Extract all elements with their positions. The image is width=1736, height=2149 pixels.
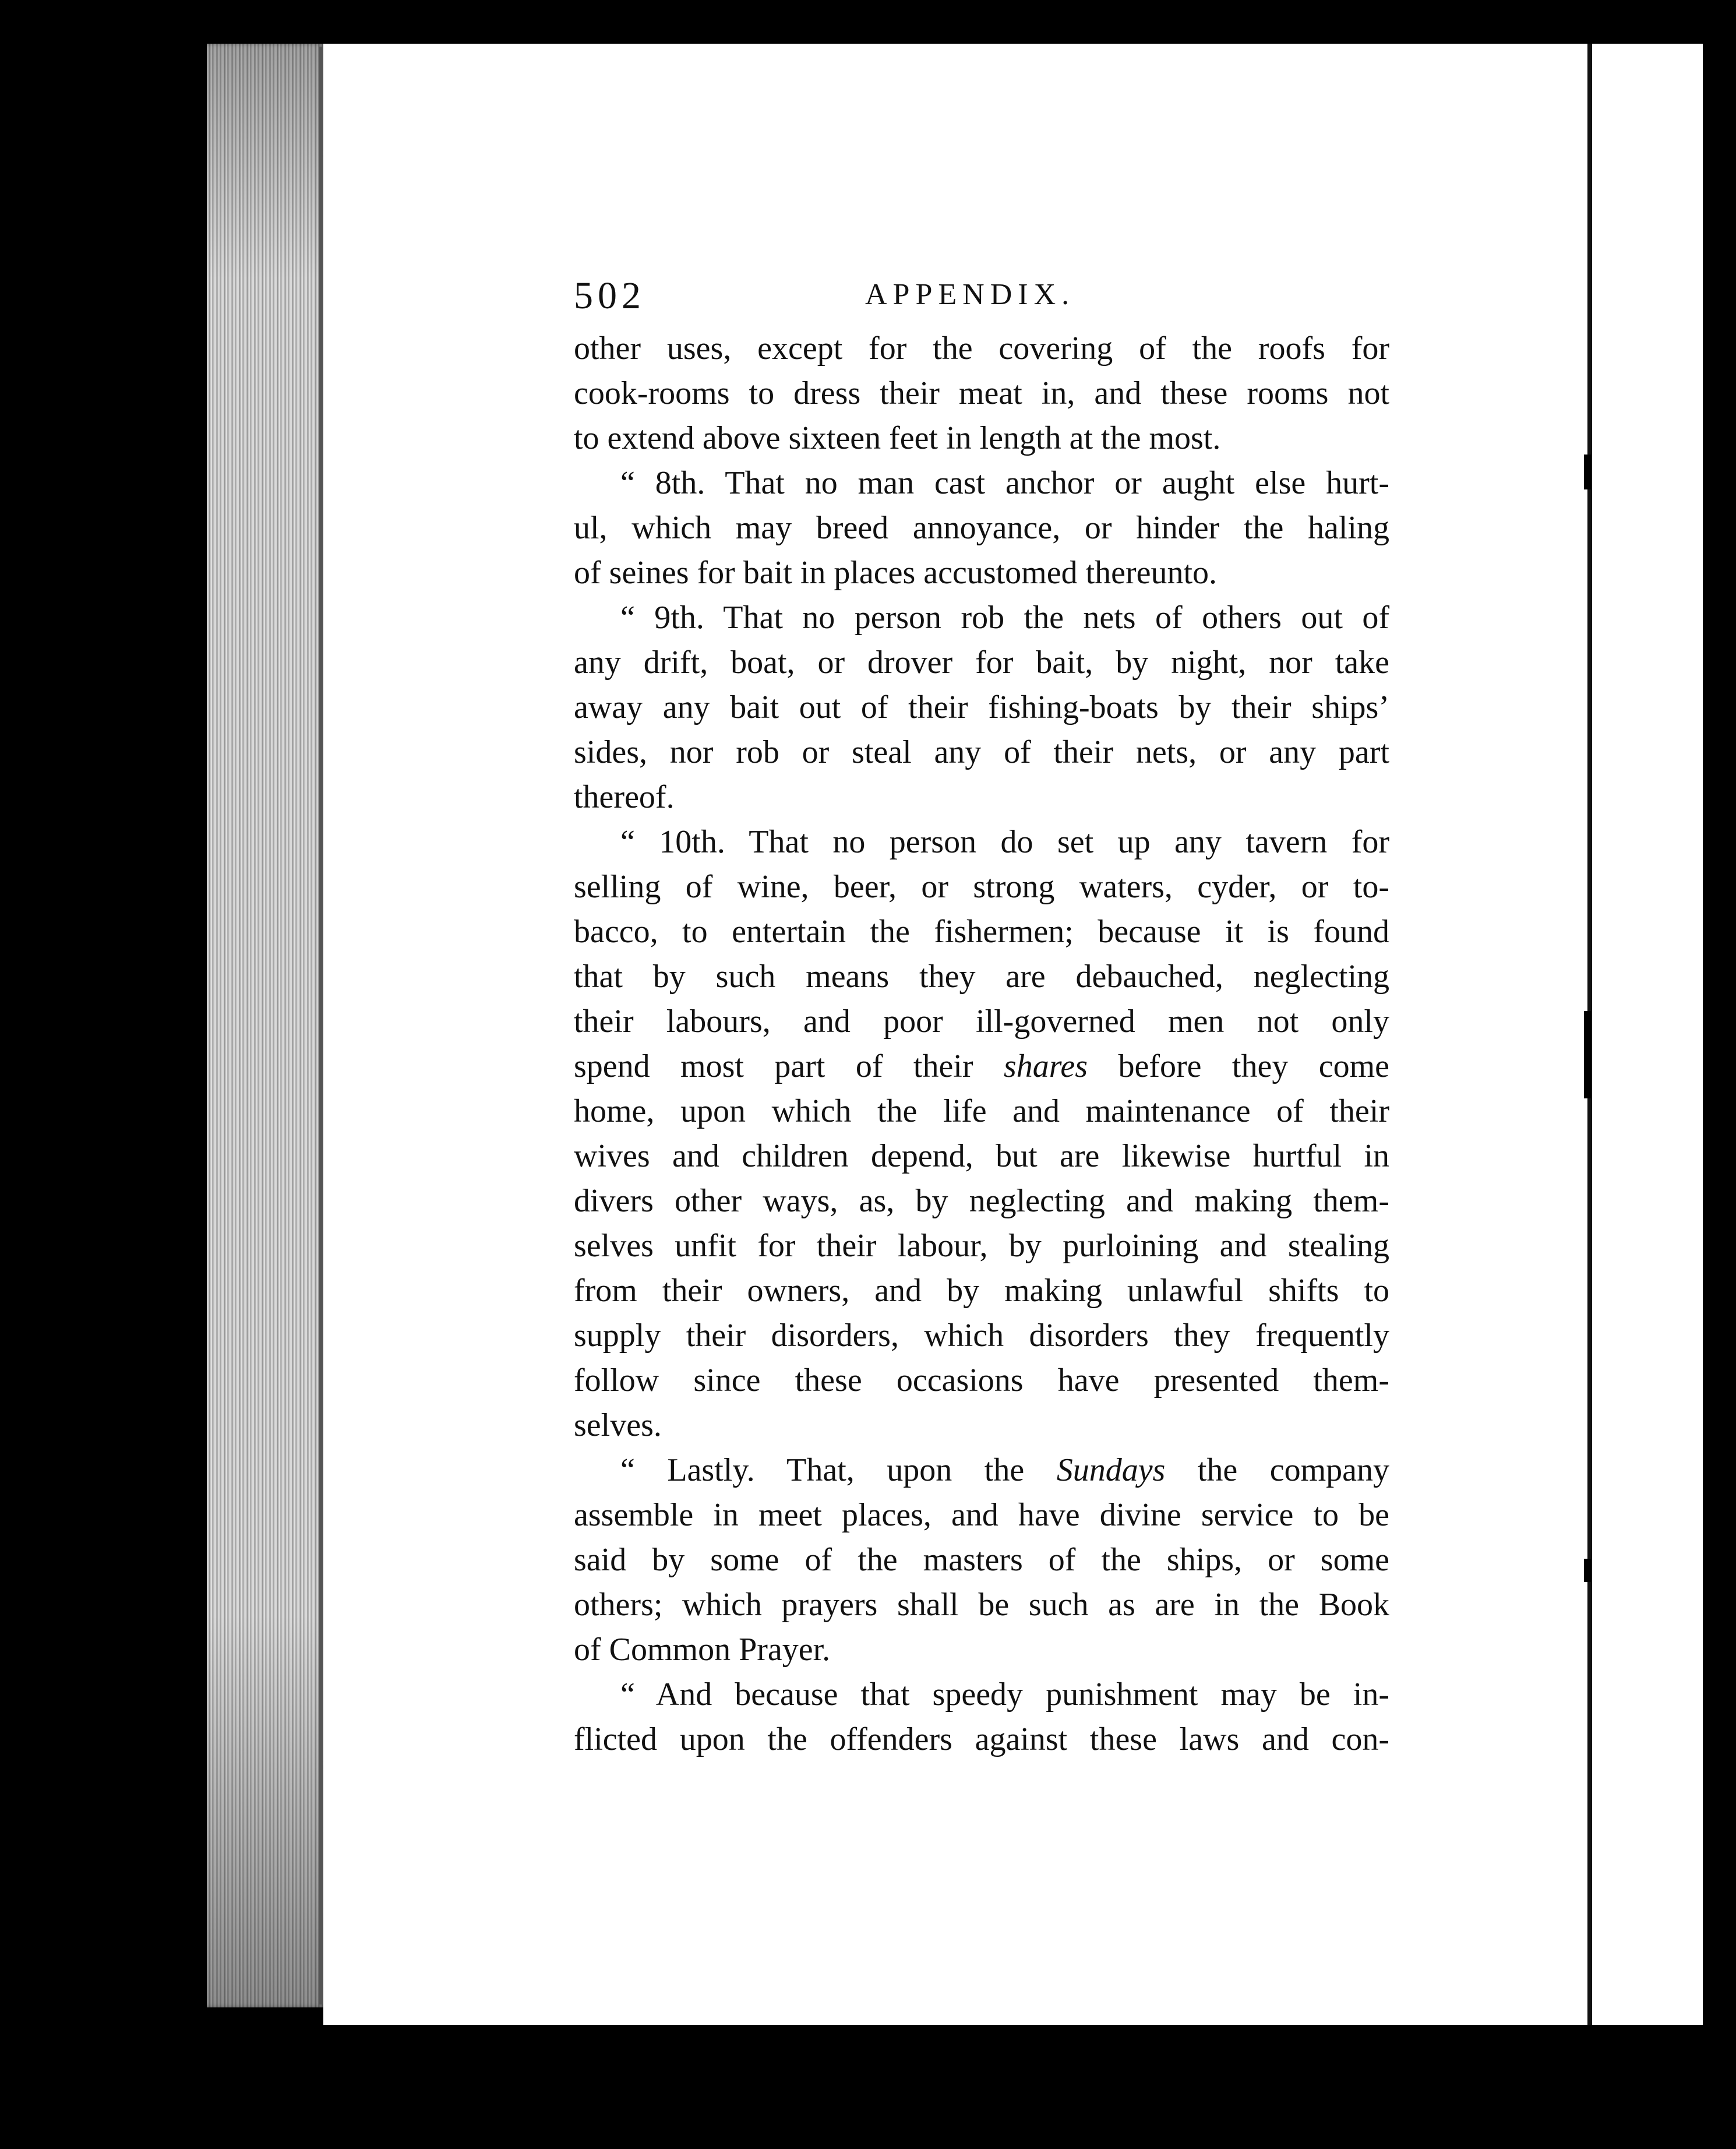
edge-mark xyxy=(1584,455,1591,489)
text-line: selves. xyxy=(574,1407,662,1443)
text-line: any drift, boat, or drover for bait, by night, nor take xyxy=(574,644,1389,681)
text-segment: before they come xyxy=(1118,1048,1389,1084)
text-line: supply their disorders, which disorders they frequently xyxy=(574,1317,1389,1354)
text-block xyxy=(574,274,1389,1762)
running-head-title: APPENDIX. xyxy=(865,278,1075,311)
paragraph xyxy=(574,326,1389,461)
text-line: other uses, except for the covering of the roofs for xyxy=(574,330,1389,367)
text-line: selves unfit for their labour, by purloining and stealing xyxy=(574,1228,1389,1264)
paragraph xyxy=(574,461,1389,596)
text-line: wives and children depend, but are likewise hurtful in xyxy=(574,1138,1389,1174)
text-line: follow since these occasions have presented them- xyxy=(574,1362,1389,1398)
text-line: divers other ways, as, by neglecting and making them- xyxy=(574,1183,1389,1219)
text-line-with-italic xyxy=(574,1448,1389,1493)
paragraph xyxy=(574,820,1389,1448)
text-line-with-italic xyxy=(574,1044,1389,1089)
text-line: to extend above sixteen feet in length at the most. xyxy=(574,420,1221,456)
page-number: 502 xyxy=(574,274,645,317)
paragraph xyxy=(574,596,1389,820)
facing-page-strip xyxy=(1592,44,1703,2025)
text-line: bacco, to entertain the fishermen; because it is found xyxy=(574,914,1389,950)
text-segment: the company xyxy=(1197,1452,1390,1488)
text-line: ul, which may breed annoyance, or hinder the haling xyxy=(574,510,1389,546)
text-segment: spend most part of their xyxy=(574,1048,973,1084)
running-head xyxy=(574,274,1389,326)
text-line: said by some of the masters of the ships, or some xyxy=(574,1542,1389,1578)
edge-mark xyxy=(1584,1559,1591,1582)
gutter-line xyxy=(319,47,323,2004)
text-segment: “ Lastly. That, upon the xyxy=(620,1452,1025,1488)
text-line: sides, nor rob or steal any of their nets, or any part xyxy=(574,734,1389,770)
text-line: selling of wine, beer, or strong waters, cyder, or to- xyxy=(574,869,1389,905)
text-line: “ 10th. That no person do set up any tavern for xyxy=(620,824,1389,860)
text-line: “ And because that speedy punishment may be in- xyxy=(620,1676,1389,1713)
book-fore-edge xyxy=(207,44,323,2007)
edge-mark xyxy=(1584,1011,1591,1098)
text-line: assemble in meet places, and have divine service to be xyxy=(574,1497,1389,1533)
text-line: from their owners, and by making unlawful shifts to xyxy=(574,1273,1389,1309)
text-line: of Common Prayer. xyxy=(574,1632,831,1668)
text-line: “ 9th. That no person rob the nets of others out of xyxy=(620,600,1389,636)
text-line: thereof. xyxy=(574,779,675,815)
text-line: that by such means they are debauched, neglecting xyxy=(574,959,1389,995)
text-line: home, upon which the life and maintenance of their xyxy=(574,1093,1389,1129)
text-line: away any bait out of their fishing-boats by their ships’ xyxy=(574,689,1389,725)
text-line: their labours, and poor ill-governed men not only xyxy=(574,1003,1389,1040)
italic-word: shares xyxy=(1003,1048,1088,1084)
text-line: of seines for bait in places accustomed thereunto. xyxy=(574,555,1218,591)
paragraph xyxy=(574,1672,1389,1762)
text-line: others; which prayers shall be such as are in the Book xyxy=(574,1587,1389,1623)
text-line: “ 8th. That no man cast anchor or aught else hurt- xyxy=(620,465,1389,501)
text-line: cook-rooms to dress their meat in, and these rooms not xyxy=(574,375,1389,411)
paragraph xyxy=(574,1448,1389,1672)
text-line: flicted upon the offenders against these laws and con- xyxy=(574,1721,1389,1757)
italic-word: Sundays xyxy=(1056,1452,1166,1488)
